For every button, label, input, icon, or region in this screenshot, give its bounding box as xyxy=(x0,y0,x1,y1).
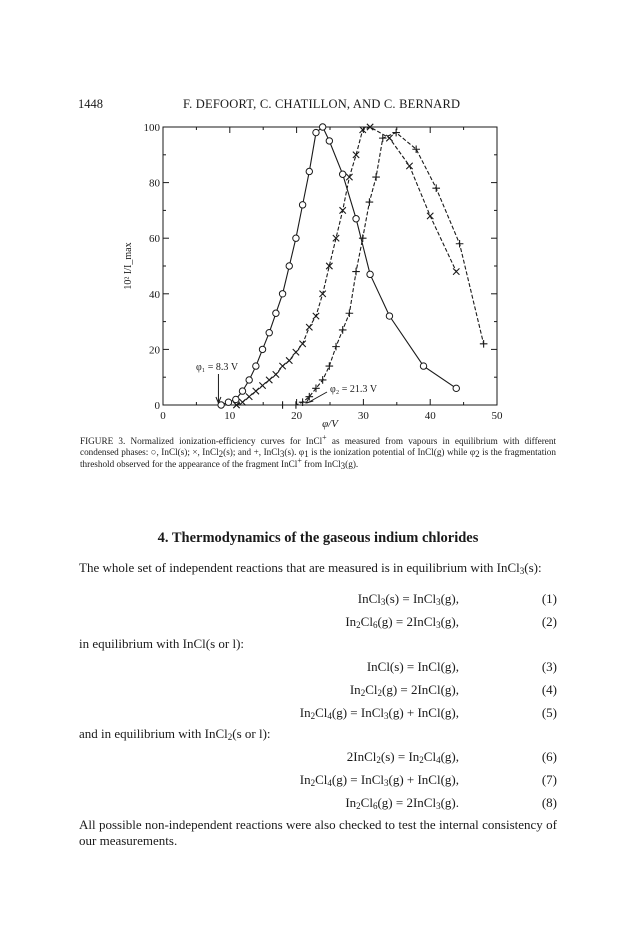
data-point-cross xyxy=(279,363,285,369)
data-point-circle xyxy=(326,138,332,144)
running-head-authors: F. DEFOORT, C. CHATILLON, AND C. BERNARD xyxy=(183,97,461,111)
data-point-circle xyxy=(319,124,325,130)
equation-number: (7) xyxy=(541,772,557,787)
equation-number: (1) xyxy=(541,591,557,606)
x-tick-label: 40 xyxy=(424,410,436,422)
section-title: 4. Thermodynamics of the gaseous indium chlorides xyxy=(157,530,479,546)
data-point-circle xyxy=(259,346,265,352)
x-tick-label: 20 xyxy=(291,410,303,422)
sub: 3 xyxy=(383,711,389,721)
equation-text: 2InCl$_2$(s) = $In_2Cl_4(g)$, xyxy=(346,749,459,765)
sub: 2 xyxy=(377,688,382,698)
data-point-circle xyxy=(239,388,245,394)
paragraph-text: The whole set of independent reactions that are measured is in equilibrium with InCl xyxy=(79,560,520,575)
data-point-circle xyxy=(266,330,272,336)
data-point-plus xyxy=(366,198,374,206)
data-point-cross xyxy=(299,341,305,347)
data-point-plus xyxy=(372,173,380,181)
x-axis-label: φ/V xyxy=(322,418,338,430)
equation-text: $In_2Cl_4(g)$ = InCl$_3$(g) + InCl(g), xyxy=(299,772,459,788)
y-tick-label: 60 xyxy=(149,233,160,246)
data-point-circle xyxy=(225,399,231,405)
data-point-plus xyxy=(279,401,287,409)
data-point-circle xyxy=(386,313,392,319)
data-point-plus xyxy=(456,240,464,248)
equation-5 xyxy=(79,705,557,721)
data-point-circle xyxy=(353,216,359,222)
sub: 6 xyxy=(372,801,378,811)
sub: 2 xyxy=(356,620,361,630)
caption-text: (s). φ xyxy=(284,447,305,458)
data-point-plus xyxy=(346,309,354,317)
data-point-plus xyxy=(339,326,347,334)
data-point-cross xyxy=(353,152,359,158)
phi2-annotation: φ₂ = 21.3 V xyxy=(330,384,378,395)
data-point-cross xyxy=(293,349,299,355)
paragraph-text: and in equilibrium with InCl xyxy=(79,726,228,741)
caption-label: FIGURE 3. xyxy=(80,436,126,446)
equation-number: (6) xyxy=(541,749,557,764)
caption-sub: 3 xyxy=(340,460,346,471)
data-point-circle xyxy=(420,363,426,369)
data-point-cross xyxy=(306,324,312,330)
equation-2 xyxy=(79,614,557,630)
sub: 6 xyxy=(372,620,378,630)
data-point-plus xyxy=(292,401,300,409)
equation-text: $In_2Cl_2(g)$ = 2InCl(g), xyxy=(349,682,459,698)
sub: 3 xyxy=(380,597,386,607)
data-point-circle xyxy=(367,271,373,277)
data-point-cross xyxy=(286,357,292,363)
y-tick-label: 40 xyxy=(149,288,160,301)
y-tick-label: 80 xyxy=(149,177,160,190)
caption-text: is the ionization potential of InCl(g) while φ xyxy=(308,447,476,458)
equation-number: (3) xyxy=(541,659,557,674)
data-point-plus xyxy=(332,343,340,351)
data-point-cross xyxy=(246,393,252,399)
sub: 3 xyxy=(436,620,441,630)
equation-text: InCl(s) = InCl(g), xyxy=(366,659,459,674)
sub: 2 xyxy=(419,755,424,765)
equation-number: (5) xyxy=(541,705,557,720)
data-point-circle xyxy=(286,263,292,269)
sub: 3 xyxy=(383,778,389,788)
equation-number: (4) xyxy=(541,682,557,697)
data-point-cross xyxy=(406,163,412,169)
phi1-annotation: φ₁ = 8.3 V xyxy=(196,362,239,373)
data-point-cross xyxy=(259,382,265,388)
data-point-cross xyxy=(253,388,259,394)
sub: 3 xyxy=(436,597,441,607)
data-point-circle xyxy=(306,168,312,174)
y-tick-label: 0 xyxy=(154,400,160,412)
caption-sub: 2 xyxy=(475,449,480,460)
equation-7 xyxy=(79,772,557,788)
equation-3 xyxy=(79,659,557,675)
caption-sub: 2 xyxy=(218,449,224,460)
equation-text: InCl$_3$(s) = InCl$_3$(g), xyxy=(357,591,459,607)
data-point-plus xyxy=(432,184,440,192)
x-tick-label: 0 xyxy=(160,410,166,422)
data-point-circle xyxy=(299,202,305,208)
equation-number: (8) xyxy=(541,795,557,810)
data-point-cross xyxy=(453,268,459,274)
equation-8 xyxy=(79,795,557,811)
equation-text: $In_2Cl_6(g)$ = 2InCl$_3$(g), xyxy=(345,614,459,630)
sub: 2 xyxy=(310,711,316,721)
caption-sup: + xyxy=(297,455,302,465)
paragraph-text: (s): xyxy=(524,560,542,575)
inCl-paragraph: in equilibrium with InCl(s or l): xyxy=(79,636,245,651)
data-point-circle xyxy=(273,310,279,316)
y-axis-label: 10² I/I_max xyxy=(123,242,134,290)
caption-text: as measured from vapours in equilibrium with different condensed phases: xyxy=(80,436,557,458)
data-point-circle xyxy=(293,235,299,241)
caption-text: from InCl xyxy=(301,458,341,469)
caption-sub: 1 xyxy=(304,449,309,460)
equation-number: (2) xyxy=(541,614,557,629)
data-point-plus xyxy=(480,340,488,348)
sub: 3 xyxy=(519,566,525,576)
equation-1 xyxy=(79,591,557,607)
sub: 4 xyxy=(436,755,441,765)
data-point-cross xyxy=(346,174,352,180)
sub: 2 xyxy=(310,778,316,788)
data-point-circle xyxy=(313,129,319,135)
page-number: 1448 xyxy=(78,97,103,111)
paragraph-text: (s or l): xyxy=(232,726,271,741)
sub: 4 xyxy=(327,711,332,721)
data-point-cross xyxy=(319,291,325,297)
data-point-circle xyxy=(246,377,252,383)
x-tick-label: 10 xyxy=(224,410,236,422)
caption-sup: + xyxy=(322,433,327,442)
sub: 4 xyxy=(327,778,332,788)
sub: 3 xyxy=(436,801,441,811)
data-point-cross xyxy=(266,377,272,383)
caption-text: , InCl(s); ×, InCl xyxy=(156,447,219,458)
figure-caption xyxy=(80,433,557,471)
data-point-circle xyxy=(253,363,259,369)
data-point-cross xyxy=(427,213,433,219)
equation-6 xyxy=(79,749,557,765)
data-point-cross xyxy=(313,313,319,319)
ionization-efficiency-chart xyxy=(0,0,633,430)
y-tick-label: 100 xyxy=(143,122,160,134)
x-tick-label: 30 xyxy=(357,410,369,422)
data-point-cross xyxy=(239,399,245,405)
sub: 2 xyxy=(360,688,366,698)
closing-paragraph: All possible non-independent reactions were also checked to test the internal consistency of our measurements. xyxy=(79,817,557,848)
data-point-circle xyxy=(279,291,285,297)
y-tick-label: 20 xyxy=(149,344,160,357)
caption-text: is the fragmentation threshold observed for the appearance of the fragment InCl xyxy=(80,447,556,469)
caption-sub: 3 xyxy=(279,449,285,460)
equation-text: $In_2Cl_4(g)$ = InCl$_3$(g) + InCl(g), xyxy=(299,705,459,721)
sub: 2 xyxy=(356,801,361,811)
data-point-cross xyxy=(360,127,366,133)
caption-text: (g). xyxy=(345,458,359,469)
x-tick-label: 50 xyxy=(491,410,503,422)
circle-symbol: ○ xyxy=(150,447,157,458)
data-point-cross xyxy=(273,371,279,377)
data-point-circle xyxy=(339,171,345,177)
equation-4 xyxy=(79,682,557,698)
equation-text: $In_2Cl_6(g)$ = 2InCl$_3$(g). xyxy=(345,795,459,811)
data-point-plus xyxy=(319,376,327,384)
sub: 2 xyxy=(227,732,233,742)
sub: 2 xyxy=(376,755,381,765)
inCl2-paragraph xyxy=(79,726,557,742)
intro-paragraph xyxy=(79,560,557,576)
data-point-plus xyxy=(352,268,360,276)
caption-text: (s); and +, InCl xyxy=(223,447,280,458)
caption-text: Normalized ionization-efficiency curves for InCl xyxy=(125,436,323,446)
data-point-plus xyxy=(326,362,334,370)
data-point-circle xyxy=(453,385,459,391)
